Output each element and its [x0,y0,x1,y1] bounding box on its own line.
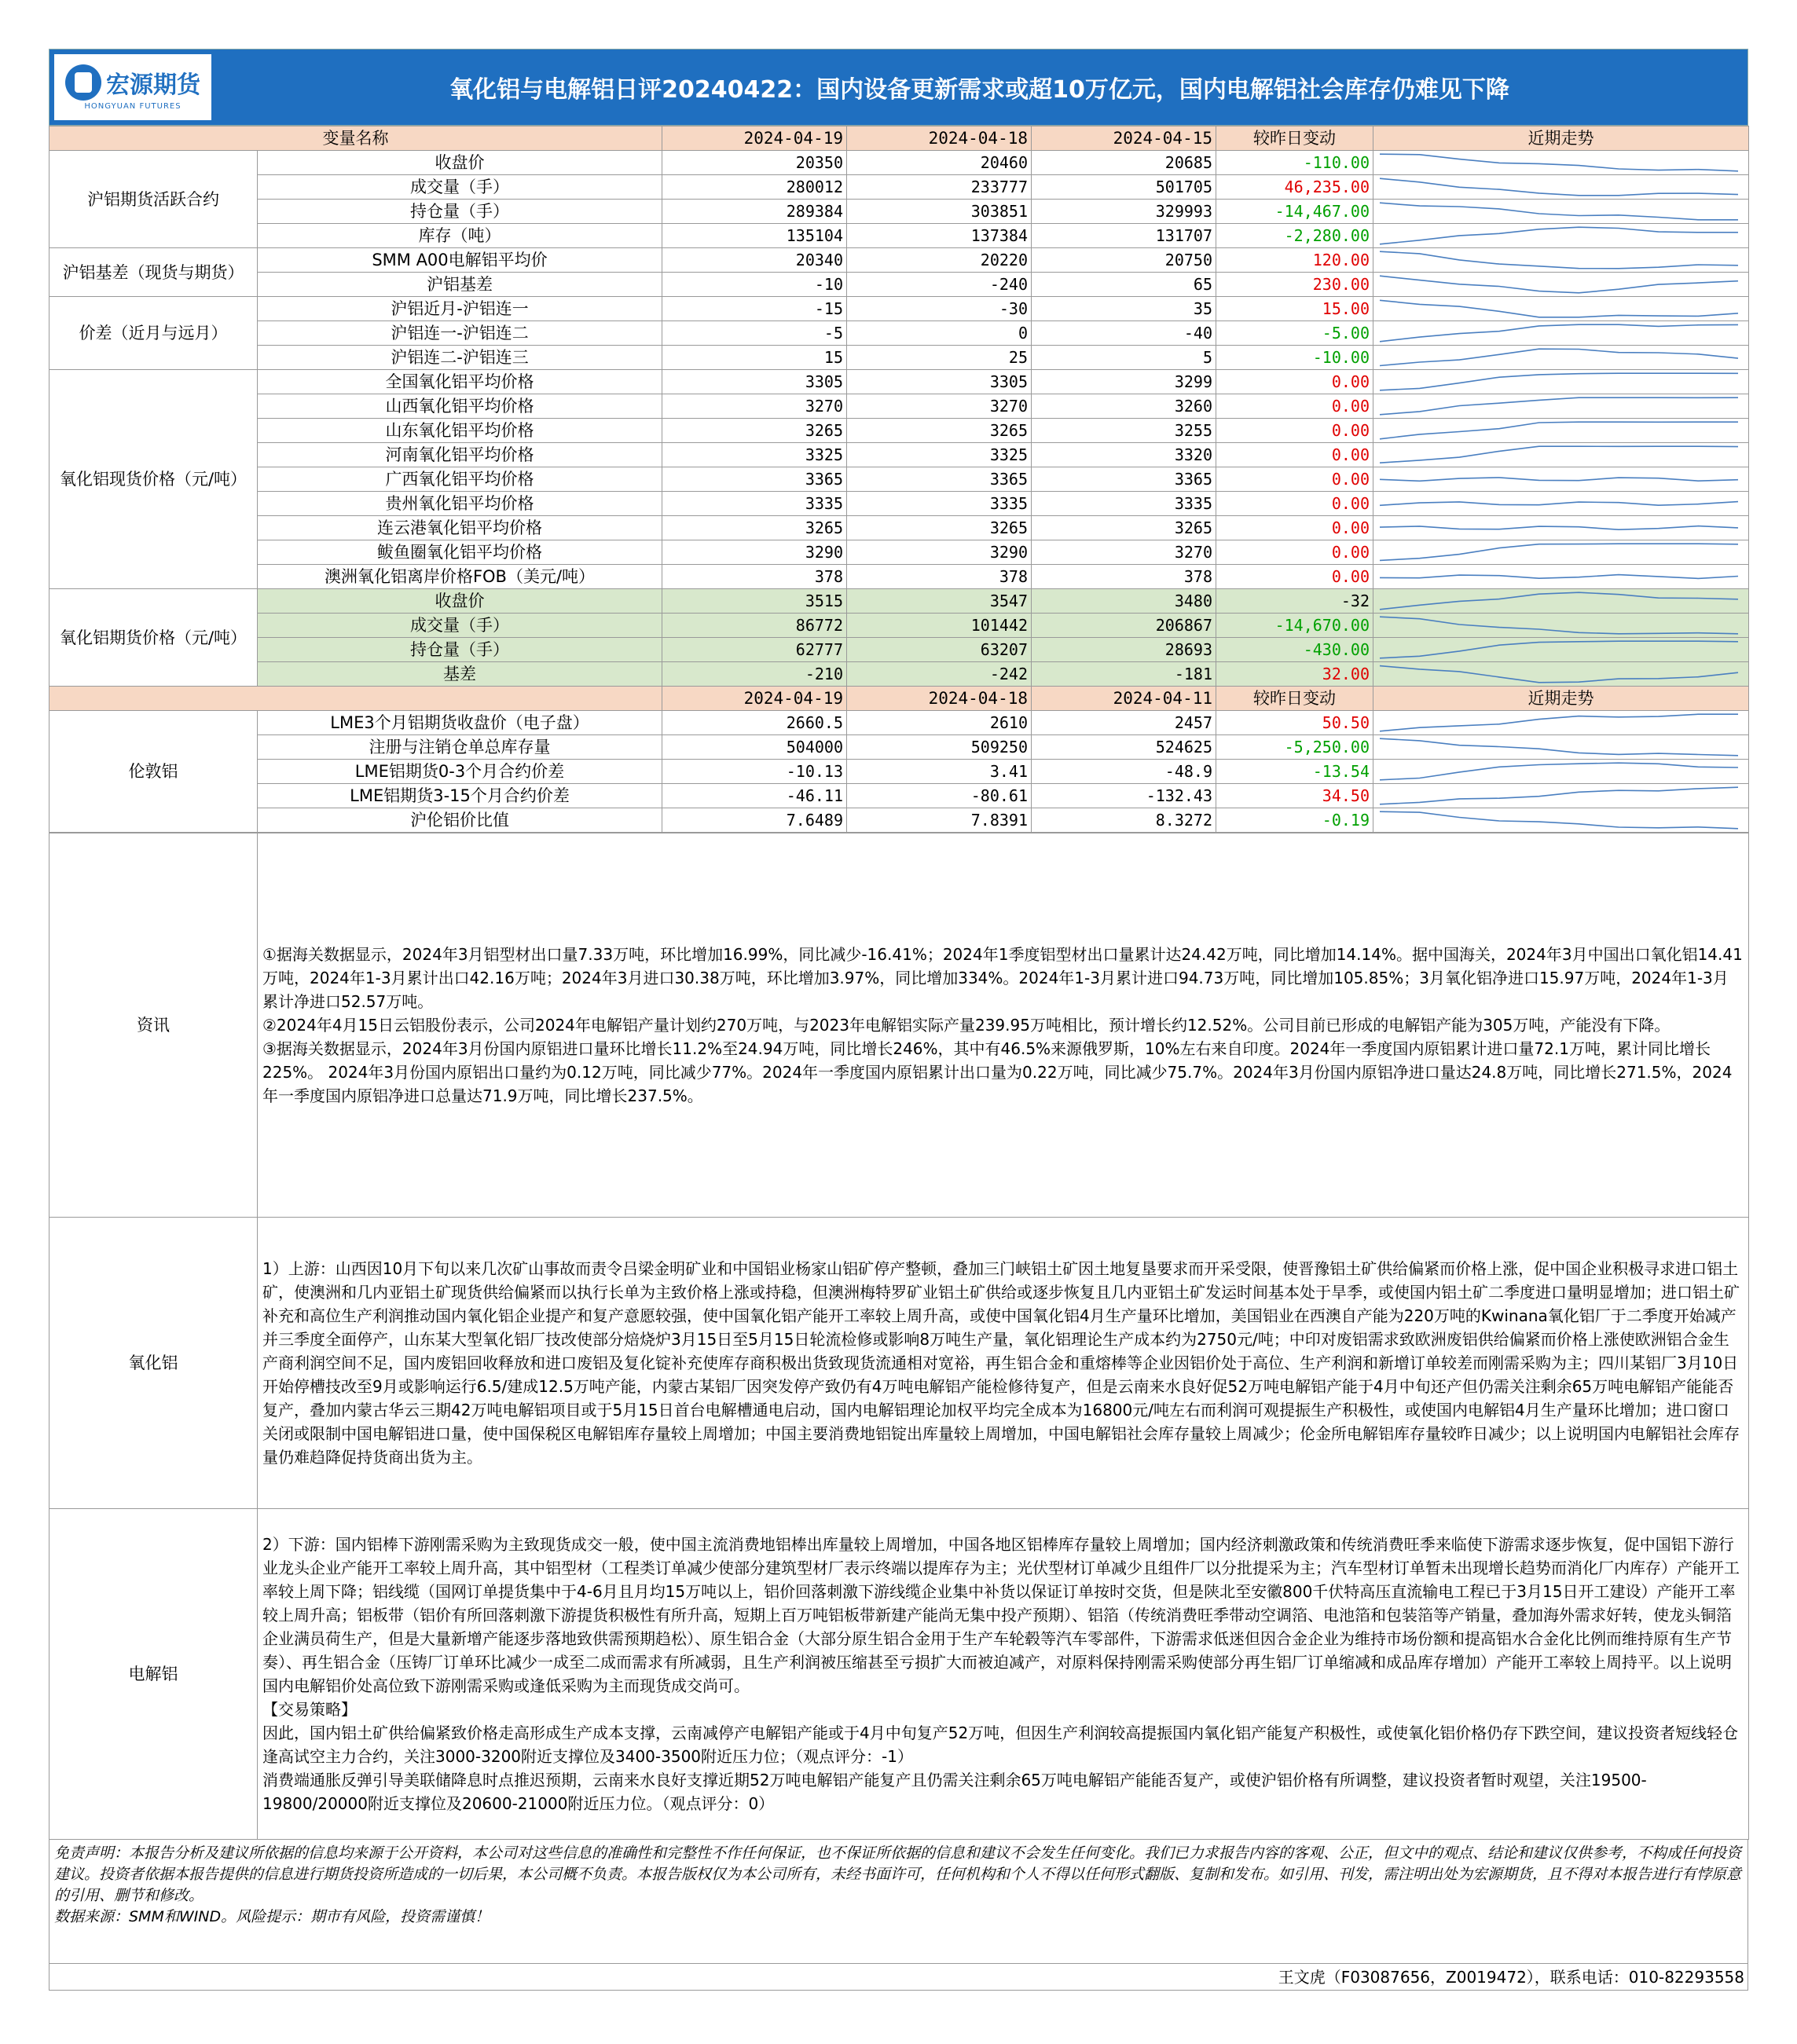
table-row [50,467,1749,492]
row-value-3: -181 [1032,662,1216,687]
row-value-2: 137384 [847,224,1032,248]
trend-sparkline [1378,372,1740,391]
row-value-2: 101442 [847,614,1032,638]
row-value-2: 3265 [847,419,1032,443]
row-value-2: 0 [847,321,1032,346]
row-value-2: 7.8391 [847,808,1032,833]
row-change: 0.00 [1216,565,1373,589]
row-value-2: 233777 [847,175,1032,200]
trend-sparkline [1378,153,1740,172]
row-value-2: 3265 [847,516,1032,540]
row-variable: LME铝期货3-15个月合约价差 [258,784,662,808]
trend-sparkline [1378,494,1740,513]
row-value-3: 28693 [1032,638,1216,662]
row-value-3: 378 [1032,565,1216,589]
row-trend [1373,321,1749,346]
analyst-footer: 王文虎（F03087656，Z0019472），联系电话：010-82293558 [49,1964,1748,1991]
trend-sparkline [1378,713,1740,732]
trend-sparkline [1378,518,1740,537]
row-variable: 基差 [258,662,662,687]
row-change: -14,467.00 [1216,200,1373,224]
alumina-category: 氧化铝 [50,1218,258,1509]
row-trend [1373,467,1749,492]
row-value-1: -210 [662,662,847,687]
trend-sparkline [1378,251,1740,269]
row-value-3: 3299 [1032,370,1216,394]
row-change: -110.00 [1216,151,1373,175]
row-value-2: 20220 [847,248,1032,273]
row-value-1: 504000 [662,735,847,760]
row-trend [1373,808,1749,833]
table-row [50,419,1749,443]
table-row [50,662,1749,687]
table-row [50,589,1749,614]
logo-mark [65,64,200,101]
header-change: 较昨日变动 [1216,687,1373,711]
header-date-1: 2024-04-19 [662,687,847,711]
row-trend [1373,151,1749,175]
row-value-2: 20460 [847,151,1032,175]
trend-sparkline [1378,397,1740,416]
row-variable: 收盘价 [258,589,662,614]
disclaimer [49,1840,1748,1964]
trend-line [1380,251,1738,269]
row-value-2: -242 [847,662,1032,687]
row-trend [1373,224,1749,248]
row-value-1: 280012 [662,175,847,200]
row-value-3: 20750 [1032,248,1216,273]
trend-line [1380,349,1738,365]
row-trend [1373,760,1749,784]
aluminium-row [50,1509,1749,1840]
strategy-alumina: 因此，国内铝土矿供给偏紧致价格走高形成生产成本支撑，云南减停产电解铝产能或于4月中旬复产52万吨，但因生产利润较高提振国内氧化铝产能复产积极性，或使氧化铝价格仍存下跌空间，建议投资者短线轻仓逢高试空主力合约，关注3000-3200附近支撑位及3400-3500附近压力位；（观点评分：-1） [262,1723,1739,1766]
header-variable: 变量名称 [50,126,662,151]
table-row [50,735,1749,760]
table-row [50,492,1749,516]
row-value-1: -46.11 [662,784,847,808]
header-date-2: 2024-04-18 [847,687,1032,711]
row-trend [1373,394,1749,419]
row-value-1: -10 [662,273,847,297]
trend-sparkline [1378,202,1740,221]
row-trend [1373,516,1749,540]
table-row [50,565,1749,589]
trend-sparkline [1378,470,1740,489]
row-trend [1373,638,1749,662]
row-variable: 成交量（手） [258,614,662,638]
row-trend [1373,662,1749,687]
row-variable: 广西氧化铝平均价格 [258,467,662,492]
row-value-2: 509250 [847,735,1032,760]
table-row [50,273,1749,297]
trend-line [1380,502,1738,506]
row-value-2: 63207 [847,638,1032,662]
trend-line [1380,227,1738,244]
row-value-1: 289384 [662,200,847,224]
row-change: 46,235.00 [1216,175,1373,200]
row-variable: LME3个月铝期货收盘价（电子盘） [258,711,662,735]
disclaimer-text: 免责声明：本报告分析及建议所依据的信息均来源于公开资料，本公司对这些信息的准确性和完整性不作任何保证，也不保证所依据的信息和建议不会发生任何变化。我们已力求报告内容的客观、公正，但文中的观点、结论和建议仅供参考，不构成任何投资建议。投资者依据本报告提供的信息进行期货投资所造成的一切后果，本公司概不负责。本报告版权仅为本公司所有，未经书面许可，任何机构和个人不得以任何形式翻版、复制和发布。如引用、刊发，需注明出处为宏源期货，且不得对本报告进行有悖原意的引用、删节和修改。 [54,1844,1742,1904]
row-value-1: -5 [662,321,847,346]
row-variable: 山东氧化铝平均价格 [258,419,662,443]
market-table [49,126,1749,833]
row-change: 230.00 [1216,273,1373,297]
row-value-3: 65 [1032,273,1216,297]
row-variable: 鲅鱼圈氧化铝平均价格 [258,540,662,565]
row-value-3: 206867 [1032,614,1216,638]
row-value-2: -30 [847,297,1032,321]
trend-line [1380,714,1738,731]
alumina-content [258,1218,1749,1509]
table-row [50,321,1749,346]
row-value-3: 3480 [1032,589,1216,614]
table-row [50,711,1749,735]
report-header [49,49,1748,126]
row-change: 0.00 [1216,516,1373,540]
table-row [50,638,1749,662]
trend-line [1380,397,1738,415]
logo-icon [65,64,101,101]
news-paragraph-1: ①据海关数据显示，2024年3月铝型材出口量7.33万吨，环比增加16.99%，同比减少-16.41%；2024年1季度铝型材出口量累计达24.42万吨，同比增加14.14%。据中国海关，2024年3月中国出口氧化铝14.41万吨，2024年1-3月累计出口42.16万吨；2024年3月进口30.38万吨，环比增加3.97%，同比增加334%。2024年1-3月累计进口94.73万吨，同比增加105.85%；3月氧化铝净进口15.97万吨，2024年1-3月累计净进口52.57万吨。 [262,945,1743,1011]
row-value-3: 3335 [1032,492,1216,516]
row-value-3: 8.3272 [1032,808,1216,833]
row-value-2: 3290 [847,540,1032,565]
trend-sparkline [1378,348,1740,367]
header-trend: 近期走势 [1373,126,1749,151]
strategy-aluminium: 消费端通胀反弹引导美联储降息时点推迟预期，云南来水良好支撑近期52万吨电解铝产能复产且仍需关注剩余65万吨电解铝产能能否复产，或使沪铝价格有所调整，建议投资者暂时观望，关注19500-19800/20000附近支撑位及20600-21000附近压力位。（观点评分：0） [262,1771,1647,1813]
row-variable: 库存（吨） [258,224,662,248]
row-value-2: 3325 [847,443,1032,467]
row-trend [1373,614,1749,638]
row-category: 氧化铝现货价格（元/吨） [50,370,258,589]
row-change: 0.00 [1216,394,1373,419]
row-value-2: 3547 [847,589,1032,614]
table-row [50,151,1749,175]
row-value-3: -40 [1032,321,1216,346]
trend-line [1380,787,1738,804]
trend-line [1380,526,1738,530]
trend-line [1380,575,1738,579]
row-variable: 全国氧化铝平均价格 [258,370,662,394]
row-variable: LME铝期货0-3个月合约价差 [258,760,662,784]
row-trend [1373,711,1749,735]
header-trend: 近期走势 [1373,687,1749,711]
logo-text: 宏源期货 [106,71,200,99]
row-change: 15.00 [1216,297,1373,321]
row-variable: 沪铝连一-沪铝连二 [258,321,662,346]
report-sheet [49,49,1748,1991]
row-trend [1373,784,1749,808]
row-category: 氧化铝期货价格（元/吨） [50,589,258,687]
trend-sparkline [1378,616,1740,635]
row-change: -2,280.00 [1216,224,1373,248]
news-row [50,833,1749,1218]
trend-sparkline [1378,445,1740,464]
row-change: -0.19 [1216,808,1373,833]
row-change: 50.50 [1216,711,1373,735]
row-variable: 沪铝基差 [258,273,662,297]
row-value-1: 3265 [662,516,847,540]
row-trend [1373,200,1749,224]
trend-line [1380,422,1738,439]
header-date-3: 2024-04-15 [1032,126,1216,151]
row-value-1: -10.13 [662,760,847,784]
data-source: 数据来源：SMM和WIND。风险提示：期市有风险，投资需谨慎！ [54,1908,490,1925]
row-value-3: 3320 [1032,443,1216,467]
row-value-1: 2660.5 [662,711,847,735]
table-row [50,516,1749,540]
table-row [50,784,1749,808]
row-trend [1373,589,1749,614]
row-value-3: 501705 [1032,175,1216,200]
row-value-1: 7.6489 [662,808,847,833]
row-value-1: 3265 [662,419,847,443]
trend-line [1380,763,1738,780]
trend-sparkline [1378,421,1740,440]
row-variable: 持仓量（手） [258,638,662,662]
commentary-table [49,833,1749,1840]
row-trend [1373,735,1749,760]
trend-line [1380,617,1738,634]
row-value-3: 329993 [1032,200,1216,224]
row-trend [1373,540,1749,565]
row-value-3: 3260 [1032,394,1216,419]
trend-line [1380,544,1738,560]
row-value-1: 15 [662,346,847,370]
row-value-1: 135104 [662,224,847,248]
row-value-1: 62777 [662,638,847,662]
trend-sparkline [1378,324,1740,342]
row-trend [1373,175,1749,200]
trend-sparkline [1378,226,1740,245]
row-value-3: -48.9 [1032,760,1216,784]
table-row [50,760,1749,784]
row-trend [1373,565,1749,589]
alumina-row [50,1218,1749,1509]
row-change: -32 [1216,589,1373,614]
row-change: -14,670.00 [1216,614,1373,638]
row-variable: 山西氧化铝平均价格 [258,394,662,419]
domestic-header-row [50,126,1749,151]
row-value-3: 35 [1032,297,1216,321]
row-variable: SMM A00电解铝平均价 [258,248,662,273]
row-trend [1373,443,1749,467]
lme-header-row [50,687,1749,711]
header-date-3: 2024-04-11 [1032,687,1216,711]
row-value-1: 20340 [662,248,847,273]
row-value-2: 378 [847,565,1032,589]
trend-sparkline [1378,786,1740,805]
row-variable: 收盘价 [258,151,662,175]
table-row [50,224,1749,248]
trend-line [1380,446,1738,463]
trend-line [1380,811,1738,829]
trend-sparkline [1378,543,1740,562]
row-variable: 连云港氧化铝平均价格 [258,516,662,540]
trend-sparkline [1378,640,1740,659]
row-trend [1373,248,1749,273]
table-row [50,808,1749,833]
report-title: 氧化铝与电解铝日评20240422：国内设备更新需求或超10万亿元，国内电解铝社会库存仍难见下降 [449,76,1509,104]
row-change: 120.00 [1216,248,1373,273]
row-change: -5.00 [1216,321,1373,346]
news-paragraph-3: ③据海关数据显示，2024年3月份国内原铝进口量环比增长11.2%至24.94万吨，同比增长246%，其中有46.5%来源俄罗斯，10%左右来自印度。2024年一季度国内原铝累计进口量72.1万吨，累计同比增长225%。 2024年3月份国内原铝出口量约为0.12万吨，同比减少77%。2024年一季度国内原铝累计出口量为0.22万吨，同比减少75.7%。2024年3月份国内原铝净进口量达24.8万吨，同比增长271.5%，2024年一季度国内原铝净进口总量达71.9万吨，同比增长237.5%。 [262,1039,1733,1105]
row-variable: 持仓量（手） [258,200,662,224]
row-change: -10.00 [1216,346,1373,370]
row-value-3: 131707 [1032,224,1216,248]
row-category: 伦敦铝 [50,711,258,833]
row-category: 沪铝基差（现货与期货） [50,248,258,297]
row-value-2: 3.41 [847,760,1032,784]
company-logo [54,54,211,120]
trend-sparkline [1378,567,1740,586]
row-variable: 注册与注销仓单总库存量 [258,735,662,760]
row-variable: 沪伦铝价比值 [258,808,662,833]
row-value-2: 3270 [847,394,1032,419]
row-value-2: -80.61 [847,784,1032,808]
row-variable: 成交量（手） [258,175,662,200]
row-variable: 澳洲氧化铝离岸价格FOB（美元/吨） [258,565,662,589]
header-change: 较昨日变动 [1216,126,1373,151]
aluminium-content [258,1509,1749,1840]
trend-line [1380,324,1738,342]
trend-line [1380,641,1738,658]
trend-line [1380,666,1738,683]
trend-sparkline [1378,762,1740,781]
row-value-1: 3335 [662,492,847,516]
row-change: -5,250.00 [1216,735,1373,760]
header-date-2: 2024-04-18 [847,126,1032,151]
table-row [50,540,1749,565]
table-row [50,297,1749,321]
trend-sparkline [1378,738,1740,756]
table-row [50,200,1749,224]
row-trend [1373,492,1749,516]
table-row [50,248,1749,273]
row-variable: 沪铝连二-沪铝连三 [258,346,662,370]
row-value-1: 3305 [662,370,847,394]
row-value-2: -240 [847,273,1032,297]
row-value-1: 3325 [662,443,847,467]
row-value-2: 2610 [847,711,1032,735]
news-category: 资讯 [50,833,258,1218]
downstream-text: 2）下游：国内铝棒下游刚需采购为主致现货成交一般，使中国主流消费地铝棒出库量较上周增加，中国各地区铝棒库存量较上周增加；国内经济刺激政策和传统消费旺季来临使下游需求逐步恢复，促中国铝下游行业龙头企业产能开工率较上周升高，其中铝型材（工程类订单减少使部分建筑型材厂表示终端以提库存为主；光伏型材订单减少且组件厂以分批提采为主；汽车型材订单暂未出现增长趋势而消化厂内库存）产能开工率较上周下降；铝线缆（国网订单提货集中于4-6月且月均15万吨以上，铝价回落刺激下游线缆企业集中补货以保证订单按时交货，但是陕北至安徽800千伏特高压直流输电工程已于3月15日开工建设）产能开工率较上周升高；铝板带（铝价有所回落刺激下游提货积极性有所升高，短期上百万吨铝板带新建产能尚无集中投产预期）、铝箔（传统消费旺季带动空调箔、电池箔和包装箔等产销量，叠加海外需求好转，使龙头铜箔企业满员荷生产，但是大量新增产能逐步落地致供需预期趋松）、原生铝合金（大部分原生铝合金用于生产车轮毂等汽车零部件，下游需求低迷但因合金企业为维持市场份额和提高铝水合金化比例而维持原有生产节奏）、再生铝合金（压铸厂订单环比减少一成至二成而需求有所减弱，且生产利润被压缩甚至亏损扩大而被迫减产，对原料保持刚需采购使部分再生铝厂订单缩减和成品库存增加）产能开工率较上周持平。以上说明国内电解铝价处高位致下游刚需采购或逢低采购为主而现货成交尚可。 [262,1535,1740,1695]
trend-sparkline [1378,178,1740,196]
row-value-1: 378 [662,565,847,589]
logo-english: HONGYUAN FUTURES [84,101,182,111]
row-value-2: 3365 [847,467,1032,492]
row-value-3: 3365 [1032,467,1216,492]
row-category: 沪铝期货活跃合约 [50,151,258,248]
trend-line [1380,276,1738,293]
table-row [50,370,1749,394]
row-change: 0.00 [1216,540,1373,565]
row-value-3: -132.43 [1032,784,1216,808]
row-change: 32.00 [1216,662,1373,687]
trend-line [1380,738,1738,756]
trend-sparkline [1378,299,1740,318]
alumina-text: 1）上游：山西因10月下旬以来几次矿山事故而责令吕梁金明矿业和中国铝业杨家山铝矿停产整顿，叠加三门峡铝土矿因土地复垦要求而开采受限，使晋豫铝土矿供给偏紧而价格上涨，促中国企业积极寻求进口铝土矿，使澳洲和几内亚铝土矿现货供给偏紧而以执行长单为主致价格上涨或持稳，但澳洲梅特罗矿业铝土矿供给或逐步恢复且几内亚铝土矿发运时间基本处于旱季，或使国内铝土矿二季度进口量明显增加；进口铝土矿补充和高位生产利润推动国内氧化铝企业提产和复产意愿较强，使中国氧化铝产能开工率较上周升高，或使中国氧化铝4月生产量环比增加，美国铝业在西澳自产能为220万吨的Kwinana氧化铝厂于二季度开始减产并三季度全面停产，山东某大型氧化铝厂技改使部分焙烧炉3月15日至5月15日轮流检修或影响8万吨生产量，氧化铝理论生产成本约为2750元/吨；中印对废铝需求致欧洲废铝供给偏紧而价格上涨使欧洲铝合金生产商利润空间不足，国内废铝回收释放和进口废铝及复化锭补充使库存商积极出货致现货流通相对宽裕，再生铝合金和重熔棒等企业因铝价处于高位、生产利润和新增订单较差而刚需采购为主；四川某铝厂3月10日开始停槽技改至9月或影响运行6.5/建成12.5万吨产能，内蒙古某铝厂因突发停产致仍有4万吨电解铝产能检修待复产，但是云南来水良好促52万吨电解铝产能于4月中旬还产但仍需关注剩余65万吨电解铝产能能否复产，叠加内蒙古华云三期42万吨电解铝项目或于5月15日首台电解槽通电启动，国内电解铝理论加权平均完全成本为16800元/吨左右而利润可观提振生产积极性，或使国内电解铝4月生产量环比增加；进口窗口关闭或限制中国电解铝进口量，使中国保税区电解铝库存量较上周增加；中国主要消费地铝锭出库量较上周增加，中国电解铝社会库存量较上周减少；伦金所电解铝库存量较昨日减少；以上说明国内电解铝社会库存量仍难趋降促持货商出货为主。 [262,1259,1740,1467]
trend-line [1380,373,1738,390]
row-change: -430.00 [1216,638,1373,662]
trend-sparkline [1378,665,1740,683]
row-trend [1373,419,1749,443]
row-value-1: 86772 [662,614,847,638]
row-value-2: 3335 [847,492,1032,516]
row-value-1: 3365 [662,467,847,492]
row-change: 0.00 [1216,467,1373,492]
trend-line [1380,203,1738,220]
trend-line [1380,178,1738,196]
row-variable: 贵州氧化铝平均价格 [258,492,662,516]
row-category: 价差（近月与远月） [50,297,258,370]
trend-line [1380,478,1738,481]
row-change: 0.00 [1216,443,1373,467]
header-date-1: 2024-04-19 [662,126,847,151]
row-value-1: 3270 [662,394,847,419]
table-row [50,346,1749,370]
trend-line [1380,300,1738,317]
row-value-3: 3265 [1032,516,1216,540]
row-value-3: 5 [1032,346,1216,370]
trend-line [1380,154,1738,171]
aluminium-category: 电解铝 [50,1509,258,1840]
row-variable: 沪铝近月-沪铝连一 [258,297,662,321]
trend-sparkline [1378,592,1740,610]
row-change: 34.50 [1216,784,1373,808]
header-variable [50,687,662,711]
row-value-3: 3255 [1032,419,1216,443]
trend-sparkline [1378,275,1740,294]
row-value-1: -15 [662,297,847,321]
row-variable: 河南氧化铝平均价格 [258,443,662,467]
row-value-3: 3270 [1032,540,1216,565]
row-value-2: 303851 [847,200,1032,224]
table-row [50,614,1749,638]
row-value-1: 20350 [662,151,847,175]
row-change: 0.00 [1216,492,1373,516]
row-trend [1373,273,1749,297]
trend-sparkline [1378,811,1740,830]
row-value-2: 25 [847,346,1032,370]
news-paragraph-2: ②2024年4月15日云铝股份表示，公司2024年电解铝产量计划约270万吨，与2023年电解铝实际产量239.95万吨相比，预计增长约12.52%。公司目前已形成的电解铝产能为305万吨，产能没有下降。 [262,1016,1670,1035]
row-value-1: 3515 [662,589,847,614]
row-value-1: 3290 [662,540,847,565]
table-row [50,443,1749,467]
row-value-3: 20685 [1032,151,1216,175]
row-value-3: 2457 [1032,711,1216,735]
row-value-2: 3305 [847,370,1032,394]
row-change: 0.00 [1216,370,1373,394]
row-trend [1373,346,1749,370]
table-row [50,394,1749,419]
row-change: -13.54 [1216,760,1373,784]
strategy-title: 【交易策略】 [262,1700,357,1719]
row-value-3: 524625 [1032,735,1216,760]
row-trend [1373,297,1749,321]
trend-line [1380,592,1738,610]
news-content [258,833,1749,1218]
row-trend [1373,370,1749,394]
table-row [50,175,1749,200]
row-change: 0.00 [1216,419,1373,443]
